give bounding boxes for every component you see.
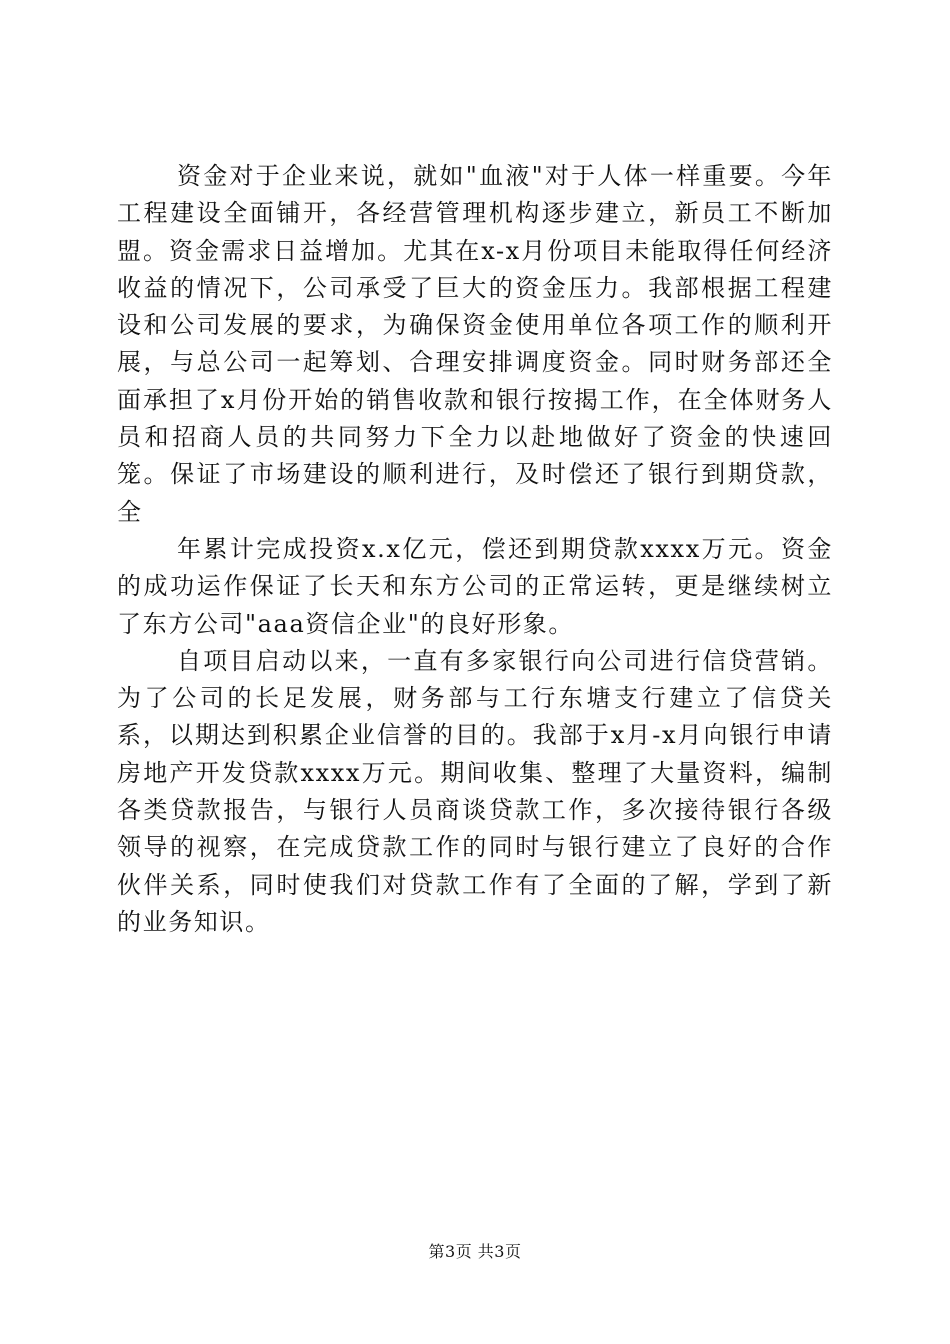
page-footer	[0, 1242, 950, 1262]
paragraph-funds: 资金对于企业来说，就如"血液"对于人体一样重要。今年工程建设全面铺开，各经营管理机构逐步建立，新员工不断加盟。资金需求日益增加。尤其在x-x月份项目未能取得任何经济收益的情况下，公司承受了巨大的资金压力。我部根据工程建设和公司发展的要求，为确保资金使用单位各项工作的顺利开展，与总公司一起筹划、合理安排调度资金。同时财务部还全面承担了x月份开始的销售收款和银行按揭工作，在全体财务人员和招商人员的共同努力下全力以赴地做好了资金的快速回笼。保证了市场建设的顺利进行，及时偿还了银行到期贷款，全	[117, 162, 833, 526]
page-number: 第3页 共3页	[428, 1242, 522, 1261]
paragraph-investment: 年累计完成投资x.x亿元，偿还到期贷款xxxx万元。资金的成功运作保证了长天和东方公司的正常运转，更是继续树立了东方公司"aaa资信企业"的良好形象。	[117, 534, 833, 638]
document-body	[117, 158, 833, 941]
paragraph-bank-credit: 自项目启动以来，一直有多家银行向公司进行信贷营销。为了公司的长足发展，财务部与工行东塘支行建立了信贷关系，以期达到积累企业信誉的目的。我部于x月-x月向银行申请房地产开发贷款xxxx万元。期间收集、整理了大量资料，编制各类贷款报告，与银行人员商谈贷款工作，多次接待银行各级领导的视察，在完成贷款工作的同时与银行建立了良好的合作伙伴关系，同时使我们对贷款工作有了全面的了解，学到了新的业务知识。	[117, 646, 833, 936]
